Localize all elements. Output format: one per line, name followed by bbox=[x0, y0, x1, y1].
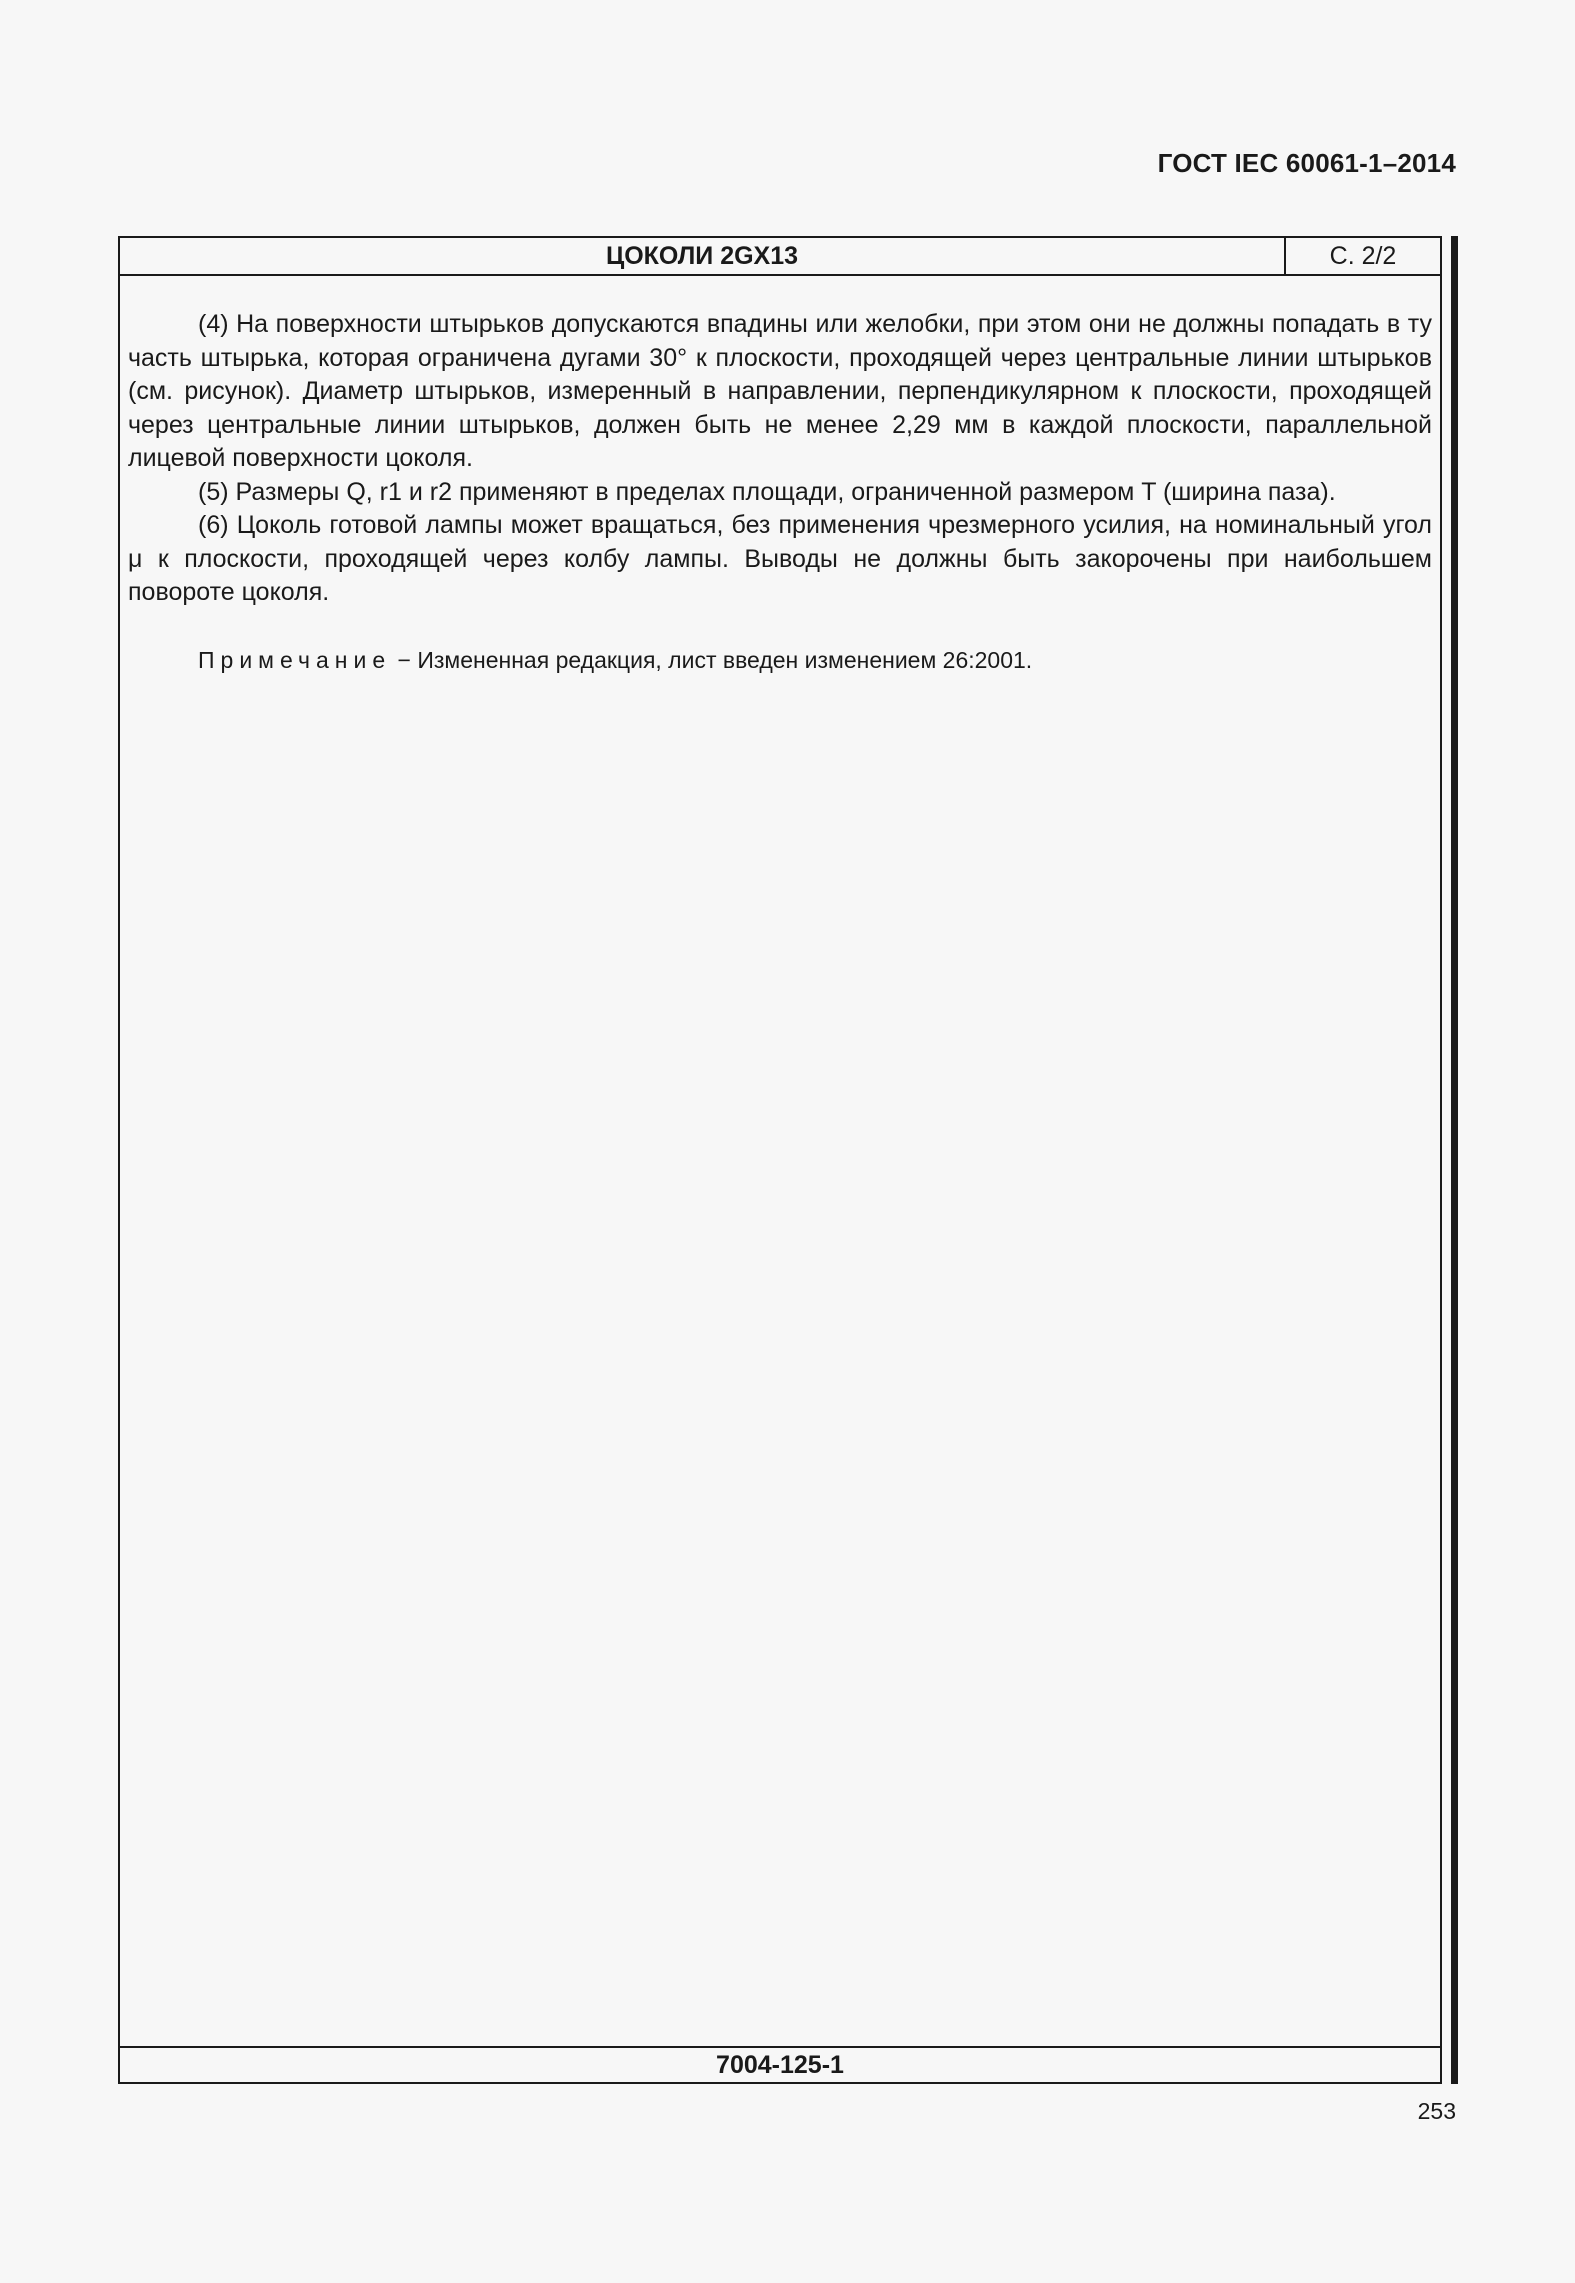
document-standard-code: ГОСТ IEC 60061-1–2014 bbox=[1157, 148, 1456, 178]
frame-edge-bar bbox=[1451, 236, 1458, 2084]
sheet-frame bbox=[118, 236, 1442, 2084]
sheet-page-indicator: С. 2/2 bbox=[1329, 242, 1397, 270]
note bbox=[128, 644, 1432, 678]
sheet-title: ЦОКОЛИ 2GX13 bbox=[120, 238, 1286, 274]
note-text: − Измененная редакция, лист введен изменением 26:2001. bbox=[391, 646, 1033, 673]
sheet-body bbox=[128, 308, 1432, 677]
paragraph-5: (5) Размеры Q, r1 и r2 применяют в пределах площади, ограниченной размером T (ширина паза). bbox=[198, 477, 1336, 506]
page-number: 253 bbox=[1417, 2098, 1456, 2124]
paragraph-6: (6) Цоколь готовой лампы может вращаться, без применения чрезмерного усилия, на номинальный угол μ к плоскости, проходящей через колбу лампы. Выводы не должны быть закорочены при наибольшем повороте цоколя. bbox=[128, 511, 1432, 606]
sheet-code: 7004-125-1 bbox=[120, 2046, 1440, 2082]
sheet-header bbox=[120, 238, 1440, 276]
note-label: Примечание bbox=[198, 646, 392, 673]
paragraph-4: (4) На поверхности штырьков допускаются впадины или желобки, при этом они не должны попадать в ту часть штырька, которая ограничена дугами 30° к плоскости, проходящей через центральные линии штырьков (см. рисунок). Диаметр штырьков, измеренный в направлении, перпендикулярном к плоскости, проходящей через центральные линии штырьков, должен быть не менее 2,29 мм в каждой плоскости, параллельной лицевой поверхности цоколя. bbox=[128, 310, 1432, 472]
